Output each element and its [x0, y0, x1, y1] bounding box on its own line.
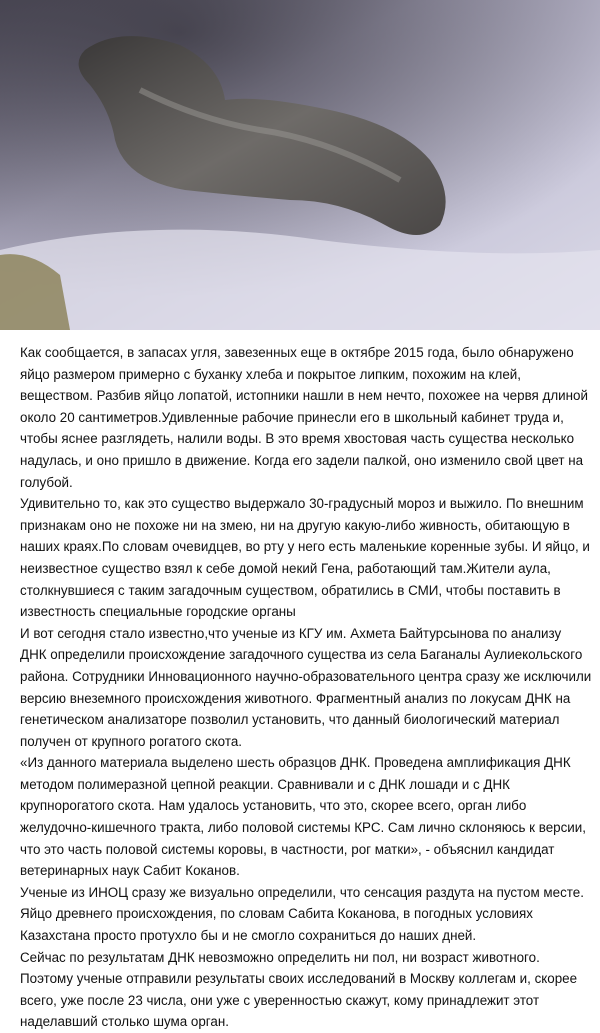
text-line: Как сообщается, в запасах угля, завезенных еще в октябре 2015 года, было обнаружено — [20, 345, 574, 360]
article-photo — [0, 0, 600, 330]
text-line: получен от крупного рогатого скота. — [20, 733, 242, 749]
text-line: голубой. — [20, 474, 73, 490]
text-line: методом полимеразной цепной реакции. Сравнивали и с ДНК лошади и с ДНК — [20, 776, 510, 792]
text-line: чтобы яснее разглядеть, налили воды. В это время хвостовая часть существа несколько — [20, 431, 575, 447]
text-line: Удивительно то, как это существо выдержало 30-градусный мороз и выжило. По внешним — [20, 496, 584, 512]
paragraph — [20, 882, 595, 947]
text-line: Ученые из ИНОЦ сразу же визуально определили, что сенсация раздута на пустом месте. — [20, 884, 584, 900]
text-line: Поэтому ученые отправили результаты своих исследований в Москву коллегам и, скорее — [20, 971, 578, 987]
text-line: известность специальные городские органы — [20, 604, 296, 620]
paragraph — [20, 342, 595, 493]
text-line: наших краях.По словам очевидцев, во рту у него есть маленькие коренные зубы. И яйцо, и — [20, 539, 590, 555]
text-line: признакам оно не похоже ни на змею, ни на другую какую-либо живность, обитающую в — [20, 517, 570, 533]
text-line: веществом. Разбив яйцо лопатой, истопники нашли в нем нечто, похожее на червя длиной — [20, 388, 588, 404]
text-line: ДНК определили происхождение загадочного существа из села Баганалы Аулиекольского — [20, 647, 583, 663]
paragraph — [20, 947, 595, 1033]
text-line: Сейчас по результатам ДНК невозможно определить ни пол, ни возраст животного. — [20, 949, 540, 965]
text-line: Казахстана просто протухло бы и не смогло сохраниться до наших дней. — [20, 928, 477, 944]
paragraph — [20, 493, 595, 623]
text-line: версию внеземного происхождения животного. Фрагментный анализ по локусам ДНК на — [20, 690, 571, 706]
text-line: генетическом анализаторе позволил установить, что данный биологический материал — [20, 712, 560, 728]
text-line: яйцо размером примерно с буханку хлеба и покрытое липким, похожим на клей, — [20, 366, 521, 382]
text-line: ветеринарных наук Сабит Коканов. — [20, 863, 240, 879]
text-line: всего, уже после 23 числа, они уже с уверенностью скажут, кому принадлежит этот — [20, 992, 540, 1008]
text-line: надулась, и оно пришло в движение. Когда его задели палкой, оно изменило свой цвет на — [20, 452, 584, 468]
text-line: неизвестное существо взял к себе домой некий Гена, работающий там.Жители аула, — [20, 560, 551, 576]
text-line: наделавший столько шума орган. — [20, 1014, 229, 1030]
text-line: столкнувшиеся с таким загадочным существом, обратились в СМИ, чтобы поставить в — [20, 582, 561, 598]
text-line: Яйцо древнего происхождения, по словам Сабита Коканова, в погодных условиях — [20, 906, 533, 922]
quote-paragraph — [20, 752, 595, 882]
text-line: около 20 сантиметров.Удивленные рабочие принесли его в школьный кабинет труда и, — [20, 409, 564, 425]
article-body — [20, 342, 595, 1033]
text-line: желудочно-кишечного тракта, либо половой системы КРС. Сам лично склоняюсь к версии, — [20, 820, 586, 836]
text-line: крупнорогатого скота. Нам удалось установить, что это, скорее всего, орган либо — [20, 798, 527, 814]
text-line: И вот сегодня стало известно,что ученые из КГУ им. Ахмета Байтурсынова по анализу — [20, 625, 562, 641]
text-line: «Из данного материала выделено шесть образцов ДНК. Проведена амплификация ДНК — [20, 755, 571, 771]
paragraph — [20, 623, 595, 753]
text-line: что это часть половой системы коровы, в частности, рог матки», - объяснил кандидат — [20, 841, 555, 857]
text-line: района. Сотрудники Инновационного научно-образовательного центра сразу же исключили — [20, 668, 592, 684]
